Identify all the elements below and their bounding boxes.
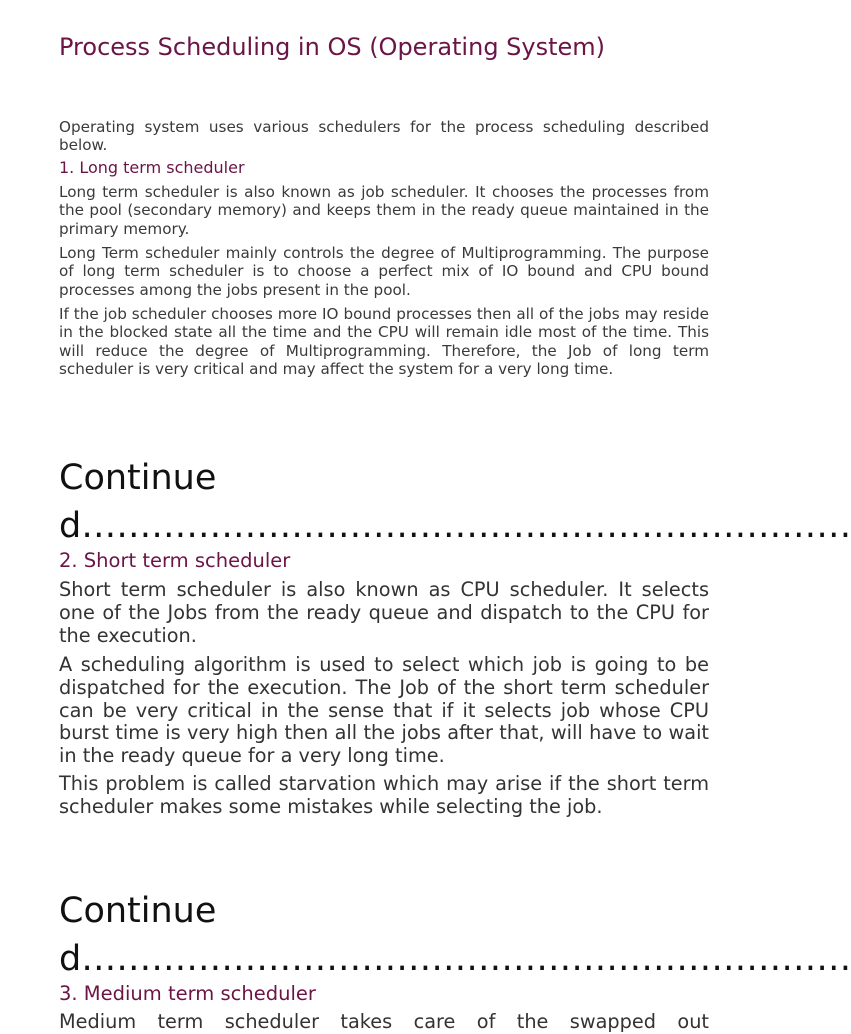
medium-term-paragraph-1: Medium term scheduler takes care of the swapped out bbox=[59, 1010, 709, 1033]
short-term-paragraph-2: A scheduling algorithm is used to select which job is going to be dispatched for the execution. The Job of the short term scheduler can be very critical in the sense that if it selects job whose CPU burst time is very high then all the jobs after that, will have to wait in the ready queue for a very long time. bbox=[59, 653, 709, 768]
long-term-paragraph-1: Long term scheduler is also known as job scheduler. It chooses the processes from the pool (secondary memory) and keeps them in the ready queue maintained in the primary memory. bbox=[59, 183, 709, 238]
short-term-paragraph-1: Short term scheduler is also known as CPU scheduler. It selects one of the Jobs from the ready queue and dispatch to the CPU for the execution. bbox=[59, 578, 709, 647]
continued-divider-2: Continued………………………………………………………… bbox=[59, 891, 851, 979]
short-term-paragraph-3: This problem is called starvation which may arise if the short term scheduler makes some mistakes while selecting the job. bbox=[59, 772, 709, 818]
intro-paragraph: Operating system uses various schedulers for the process scheduling described below. bbox=[59, 118, 709, 155]
page-title: Process Scheduling in OS (Operating System) bbox=[59, 33, 606, 61]
section-heading-medium-term: 3. Medium term scheduler bbox=[59, 982, 316, 1005]
long-term-paragraph-2: Long Term scheduler mainly controls the degree of Multiprogramming. The purpose of long term scheduler is to choose a perfect mix of IO bound and CPU bound processes among the jobs present in the pool. bbox=[59, 244, 709, 299]
long-term-paragraph-3: If the job scheduler chooses more IO bound processes then all of the jobs may reside in the blocked state all the time and the CPU will remain idle most of the time. This will reduce the degree of Multiprogramming. Therefore, the Job of long term scheduler is very critical and may affect the system for a very long time. bbox=[59, 305, 709, 378]
section-heading-short-term: 2. Short term scheduler bbox=[59, 549, 291, 572]
continued-divider-1: Continued………………………………………………………… bbox=[59, 458, 851, 546]
section-heading-long-term: 1. Long term scheduler bbox=[59, 158, 245, 177]
